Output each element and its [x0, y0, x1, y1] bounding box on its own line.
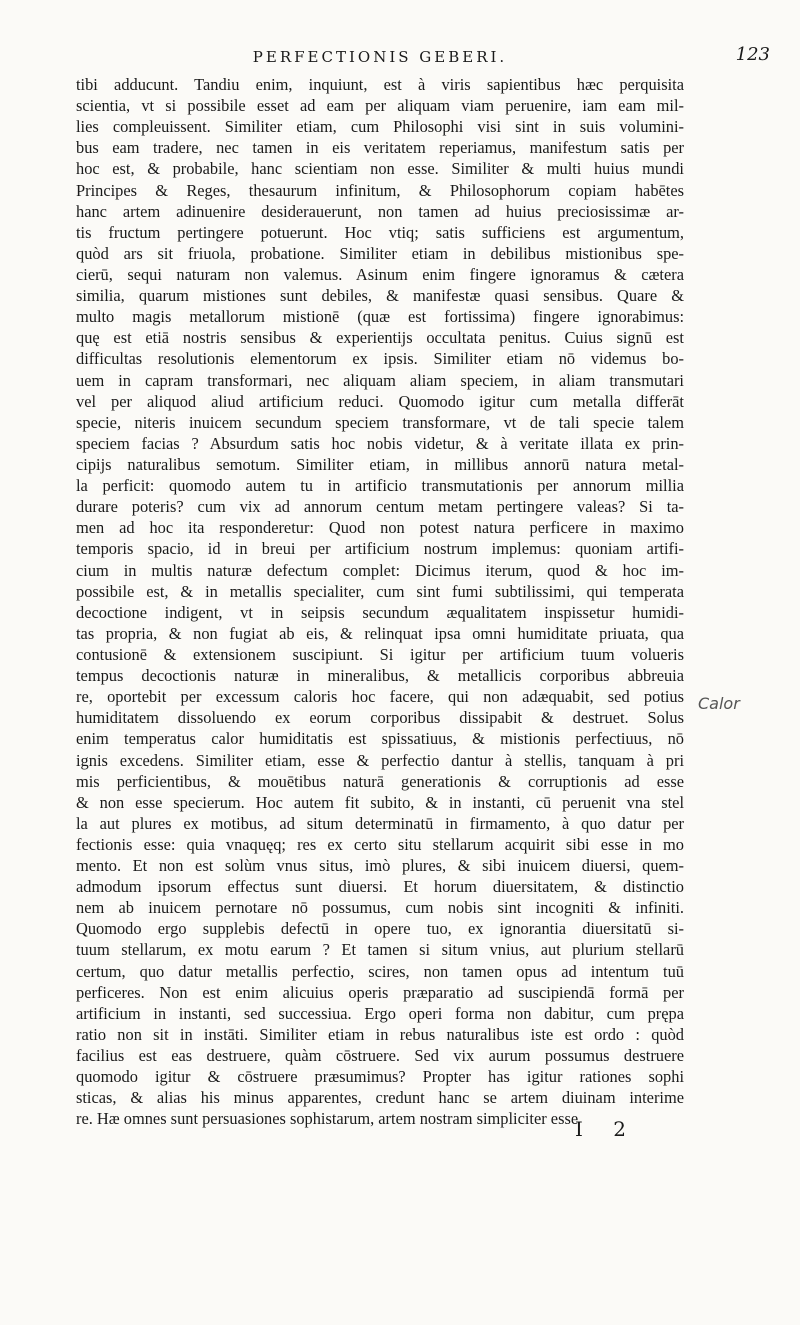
text-line: la aut plures ex motibus, ad situm determinatū in firmamento, à quo datur per — [76, 813, 684, 833]
text-line: quomodo igitur & cōstruere præsumimus? Propter has igitur rationes sophi — [76, 1067, 684, 1087]
text-line: tuum stellarum, ex motu earum ? Et tamen si situm vnius, aut plurium stellarū — [76, 940, 684, 960]
text-line: lies compleuissent. Similiter etiam, cum Philosophi visi sint in suis volumini- — [76, 117, 684, 137]
text-line: tis fructum pertingere potuerunt. Hoc vtiq; satis sufficiens est argumentum, — [76, 222, 684, 242]
text-line: cipijs naturalibus semotum. Similiter etiam, in millibus annorū natura metal- — [76, 454, 684, 474]
text-line: durare poteris? cum vix ad annorum centum metam pertingere valeas? Si ta- — [76, 497, 684, 517]
page-number: 123 — [735, 44, 770, 65]
text-line: ignis excedens. Similiter etiam, esse & perfectio dantur à stellis, tanquam à pri — [76, 750, 684, 770]
text-line: artificium in instanti, sed successiua. Ergo operi forma non dabitur, cum prępa — [76, 1003, 684, 1023]
body-text — [76, 74, 684, 1129]
text-line: sticas, & alias his minus apparentes, credunt hanc se artem diuinam interime — [76, 1088, 684, 1108]
text-line: hanc artem adinuenire desiderauerunt, non tamen ad huius preciosissimæ ar- — [76, 201, 684, 221]
text-line: admodum ipsorum effectus sunt diuersi. Et horum diuersitatem, & distinctio — [76, 877, 684, 897]
text-line: mis perficientibus, & mouētibus naturā generationis & corruptionis ad esse — [76, 771, 684, 791]
text-line: perficeres. Non est enim alicuius operis præparatio ad suscipiendā formā per — [76, 982, 684, 1002]
text-line: tas propria, & non fugiat ab eis, & relinquat ipsa omni humiditate priuata, qua — [76, 623, 684, 643]
text-line: quòd ars sit friuola, probatione. Similiter etiam in debilibus mistionibus spe- — [76, 243, 684, 263]
text-line: Principes & Reges, thesaurum infinitum, & Philosophorum copiam habētes — [76, 180, 684, 200]
text-line: mento. Et non est solùm vnus situs, imò plures, & sibi inuicem diuersi, quem- — [76, 856, 684, 876]
text-line: difficultas resolutionis elementorum ex ipsis. Similiter etiam nō videmus bo- — [76, 349, 684, 369]
text-line: quę est etiā nostris sensibus & experientijs occultata penitus. Cuius signū est — [76, 328, 684, 348]
text-line: re. Hæ omnes sunt persuasiones sophistarum, artem nostram simpliciter esse — [76, 1109, 579, 1129]
running-head: PERFECTIONIS GEBERI. — [252, 48, 508, 66]
text-line: hoc est, & probabile, hanc scientiam non esse. Similiter & multi huius mundi — [76, 159, 684, 179]
text-line: speciem facias ? Absurdum satis hoc nobis videtur, & à veritate illata ex prin- — [76, 433, 684, 453]
text-line: bus eam tradere, nec tamen in eis veritatem reperiamus, manifestum satis per — [76, 138, 684, 158]
text-line: tibi adducunt. Tandiu enim, inquiunt, est à viris sapientibus hæc perquisita — [76, 75, 684, 94]
text-line: ratio non sit in instāti. Similiter etiam in rebus naturalibus iste est ordo : quòd — [76, 1024, 684, 1044]
text-line: humiditatem dissoluendo ex eorum corporibus dissipabit & destruet. Solus — [76, 708, 684, 728]
text-line: re, oportebit per excessum caloris hoc facere, qui non adæquabit, sed potius — [76, 687, 684, 707]
text-line: enim temperatus calor humiditatis est spissatiuus, & mistionis perfectiuus, nō — [76, 729, 684, 749]
margin-note: Calor — [698, 694, 740, 713]
signature-mark: I 2 — [575, 1117, 638, 1141]
text-line: facilius est eas destruere, quàm cōstruere. Sed vix aurum possumus destruere — [76, 1046, 684, 1066]
text-line: similia, quarum mistiones sunt debiles, & manifestæ quasi sensibus. Quare & — [76, 286, 684, 306]
text-line: tempus decoctionis naturæ in mineralibus, & metallicis corporibus abbreuia — [76, 666, 684, 686]
text-line: possibile est, & in metallis specialiter, cum sint fumi subtilissimi, qui temperata — [76, 581, 684, 601]
text-line: cierū, sequi naturam non valemus. Asinum enim fingere ignoramus & cætera — [76, 264, 684, 284]
text-line: nem ab inuicem pernotare nō possumus, cum nobis sint incogniti & infiniti. — [76, 898, 684, 918]
text-line: Quomodo ergo supplebis defectū in opere tuo, ex ignorantia diuersitatū si- — [76, 919, 684, 939]
text-line: certum, quo datur metallis perfectio, scires, non tamen opus ad intentum tuū — [76, 961, 684, 981]
text-line: & non esse specierum. Hoc autem fit subito, & in instanti, cū peruenit vna stel — [76, 792, 684, 812]
text-line: la perficit: quomodo autem tu in artificio transmutationis per annorum millia — [76, 476, 684, 496]
text-line: uem in capram transformari, nec aliquam aliam speciem, in aliam transmutari — [76, 370, 684, 390]
text-line: specie, niteris inuicem secundum speciem transformare, vt de tali specie talem — [76, 412, 684, 432]
text-line: temporis spacio, id in breui per artificium nostrum implemus: quoniam artifi- — [76, 539, 684, 559]
text-line: decoctione indigent, vt in seipsis secundum æqualitatem inspissetur humidi- — [76, 602, 684, 622]
text-line: vel per aliquod aliud artificium reduci. Quomodo igitur cum metalla differāt — [76, 391, 684, 411]
text-line: cium in multis naturæ defectum complet: Dicimus iterum, quod & hoc im- — [76, 560, 684, 580]
text-line: fectionis esse: quia vnaquęq; res ex certo situ stellarum acquirit sibi esse in mo — [76, 834, 684, 854]
text-line: men ad hoc ita responderetur: Quod non potest natura perficere in maximo — [76, 518, 684, 538]
text-line: multo magis metallorum mistionē (quæ est fortissima) fingere ignorabimus: — [76, 307, 684, 327]
text-line: scientia, vt si possibile esset ad eam per aliquam viam peruenire, iam eam mil- — [76, 96, 684, 116]
text-line: contusionē & extensionem suscipiunt. Si igitur per artificium tuum volueris — [76, 644, 684, 664]
